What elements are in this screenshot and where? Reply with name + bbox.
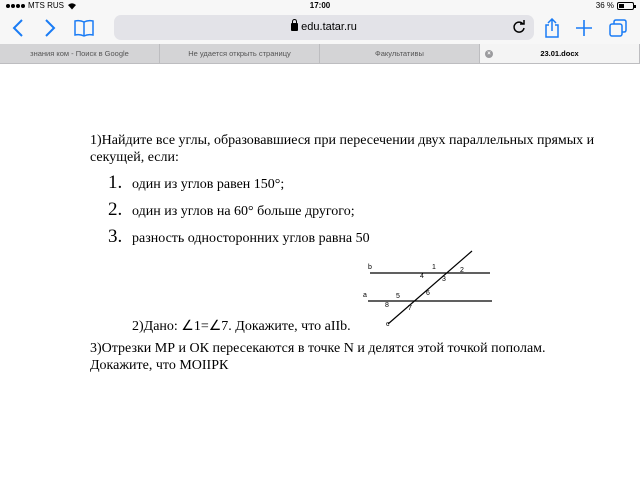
close-icon[interactable]: × — [485, 50, 493, 58]
book-icon — [74, 19, 94, 37]
tab-electives[interactable] — [320, 44, 480, 63]
new-tab-button[interactable] — [572, 16, 596, 40]
battery-icon — [617, 2, 634, 10]
label-b: b — [368, 264, 372, 271]
list-item — [108, 172, 370, 199]
tabs-overview-button[interactable] — [606, 16, 630, 40]
battery-group — [596, 1, 634, 10]
battery-percent: 36 % — [595, 1, 614, 10]
angle-label-4: 4 — [420, 273, 424, 280]
angle-label-6: 6 — [426, 290, 430, 297]
chevron-right-icon — [44, 19, 56, 37]
angle-label-1: 1 — [432, 264, 436, 271]
document-view — [0, 64, 640, 480]
tab-label: 23.01.docx — [540, 49, 579, 58]
plus-icon — [575, 19, 593, 37]
tab-cannot-open[interactable] — [160, 44, 320, 63]
battery-fill — [619, 4, 624, 8]
parallel-lines-figure — [360, 248, 500, 328]
tab-docx[interactable] — [480, 44, 640, 63]
tab-label: Не удается открыть страницу — [188, 49, 291, 58]
url-text: edu.tatar.ru — [301, 21, 357, 33]
status-time: 17:00 — [309, 1, 331, 10]
task-1-list — [108, 172, 370, 253]
tab-bar — [0, 44, 640, 64]
list-text: разность односторонних углов равна 50 — [132, 231, 370, 246]
tab-google-search[interactable] — [0, 44, 160, 63]
reload-button[interactable] — [512, 20, 526, 39]
task-1-heading: 1)Найдите все углы, образовавшиеся при пересечении двух параллельных прямых и секущей, если: — [90, 133, 595, 165]
list-number: 2. — [108, 199, 123, 220]
angle-label-2: 2 — [460, 267, 464, 274]
back-button[interactable] — [6, 16, 30, 40]
bookmarks-button[interactable] — [72, 16, 96, 40]
chevron-left-icon — [12, 19, 24, 37]
share-icon — [544, 18, 560, 38]
forward-button[interactable] — [38, 16, 62, 40]
list-item — [108, 199, 370, 226]
angle-label-5: 5 — [396, 293, 400, 300]
lock-icon — [291, 23, 298, 31]
list-text: один из углов равен 150°; — [132, 177, 285, 192]
angle-label-7: 7 — [408, 305, 412, 312]
browser-toolbar — [0, 12, 640, 44]
reload-icon — [512, 20, 526, 34]
list-text: один из углов на 60° больше другого; — [132, 204, 355, 219]
address-bar[interactable] — [114, 15, 534, 40]
status-bar — [0, 0, 640, 12]
line-c — [388, 251, 472, 324]
tab-label: знания ком - Поиск в Google — [30, 49, 129, 58]
label-c: c — [386, 321, 390, 328]
carrier-name: MTS RUS — [28, 1, 64, 10]
url-display — [114, 21, 534, 33]
list-number: 1. — [108, 172, 123, 193]
tabs-icon — [609, 19, 627, 37]
task-2-text: 2)Дано: ∠1=∠7. Докажите, что aIIb. — [132, 319, 351, 334]
angle-label-8: 8 — [385, 302, 389, 309]
tab-label: Факультативы — [375, 49, 424, 58]
angle-label-3: 3 — [442, 276, 446, 283]
list-number: 3. — [108, 226, 123, 247]
list-item — [108, 226, 370, 253]
task-3-text: 3)Отрезки МР и ОК пересекаются в точке N и делятся этой точкой пополам. Докажите, что МОIIРК — [90, 341, 546, 373]
label-a: a — [363, 292, 367, 299]
share-button[interactable] — [540, 16, 564, 40]
